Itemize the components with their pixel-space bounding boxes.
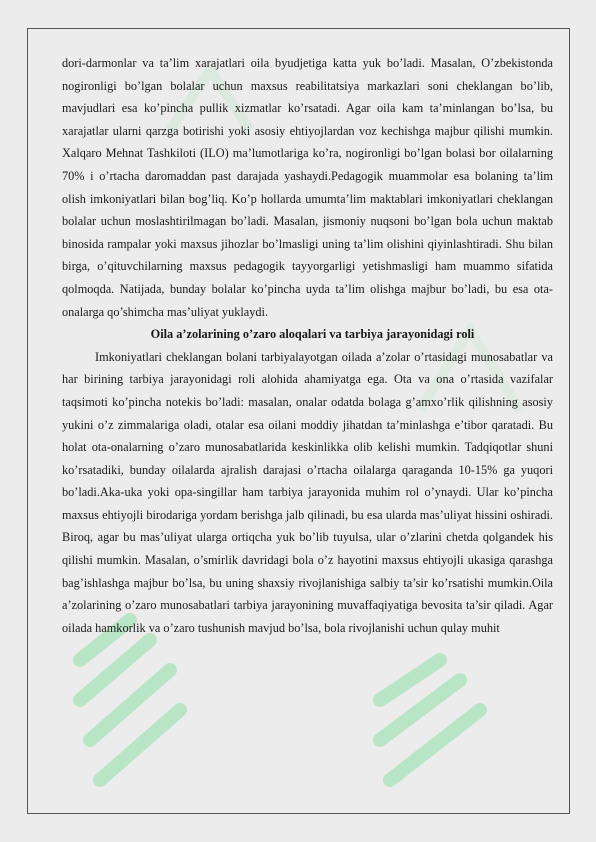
- paragraph: Imkoniyatlari cheklangan bolani tarbiyalayotgan oilada a’zolar o’rtasidagi munosabatlar va har birining tarbiya jarayonidagi roli alohida ahamiyatga ega. Ota va ona o’rtasida vazifalar taqsimoti ko’pincha notekis bo’ladi: masalan, onalar odatda bolaga g’amxo’rlik qilishning asosiy yukini o’z zimmalariga oladi, otalar esa oilani moddiy jihatdan ta’minlashga e’tibor qaratadi. Bu holat ota-onalarning o’zaro munosabatlarida keskinlikka olib kelishi mumkin. Tadqiqotlar shuni ko’rsatadiki, bunday oilalarda ajralish darajasi o’rtacha oilalarga qaraganda 10-15% ga yuqori bo’ladi.Aka-uka yoki opa-singillar ham tarbiya jarayonida muhim rol o’ynaydi. Ular ko’pincha maxsus ehtiyojli birodariga yordam berishga jalb qilinadi, bu esa ularda mas’uliyat hissini oshiradi. Biroq, agar bu mas’uliyat ularga ortiqcha yuk bo’lib tuyulsa, ular o’zlarini chetda qolgandek his qilishi mumkin. Masalan, o’smirlik davridagi bola o’z hayotini maxsus ehtiyojli ukasiga qarashga bag’ishlashga majbur bo’lsa, bu uning shaxsiy rivojlanishiga salbiy ta’sir ko’rsatishi mumkin.Oila a’zolarining o’zaro munosabatlari tarbiya jarayonining muvaffaqiyatiga bevosita ta’sir qiladi. Agar oilada hamkorlik va o’zaro tushunish mavjud bo’lsa, bola rivojlanishi uchun qulay muhit: [62, 349, 553, 635]
- section-heading: Oila a’zolarining o’zaro aloqalari va tarbiya jarayonidagi roli: [150, 327, 475, 342]
- paragraph: dori-darmonlar va ta’lim xarajatlari oila byudjetiga katta yuk bo’ladi. Masalan, O’zbekistonda nogironligi bo’lgan bolalar uchun maxsus reabilitatsiya markazlari soni cheklangan bo’lib, mavjudlari esa ko’pincha pullik xizmatlar ko’rsatadi. Agar oila kam ta’minlangan bo’lsa, bu xarajatlar ularni qarzga botirishi yoki asosiy ehtiyojlardan voz kechishga majbur qilishi mumkin. Xalqaro Mehnat Tashkiloti (ILO) ma’lumotlariga ko’ra, nogironligi bo’lgan bolasi bor oilalarning 70% i o’rtacha daromaddan past darajada yashaydi.Pedagogik muammolar esa bolaning ta’lim olish imkoniyatlari bilan bog’liq. Ko’p hollarda umumta’lim maktablari imkoniyatlari cheklangan bolalar uchun moslashtirilmagan bo’ladi. Masalan, jismoniy nuqsoni bo’lgan bola uchun maktab binosida rampalar yoki maxsus jihozlar bo’lmasligi uning ta’lim olishini qiyinlashtiradi. Shu bilan birga, o’qituvchilarning maxsus pedagogik tayyorgarligi yetishmasligi ham muammo sifatida qolmoqda. Natijada, bunday bolalar ko’pincha uyda ta’lim olishga majbur bo’ladi, bu esa ota-onalarga qo’shimcha mas’uliyat yuklaydi.: [62, 56, 553, 319]
- watermark-logo-icon: [360, 640, 510, 810]
- document-body: [62, 52, 553, 639]
